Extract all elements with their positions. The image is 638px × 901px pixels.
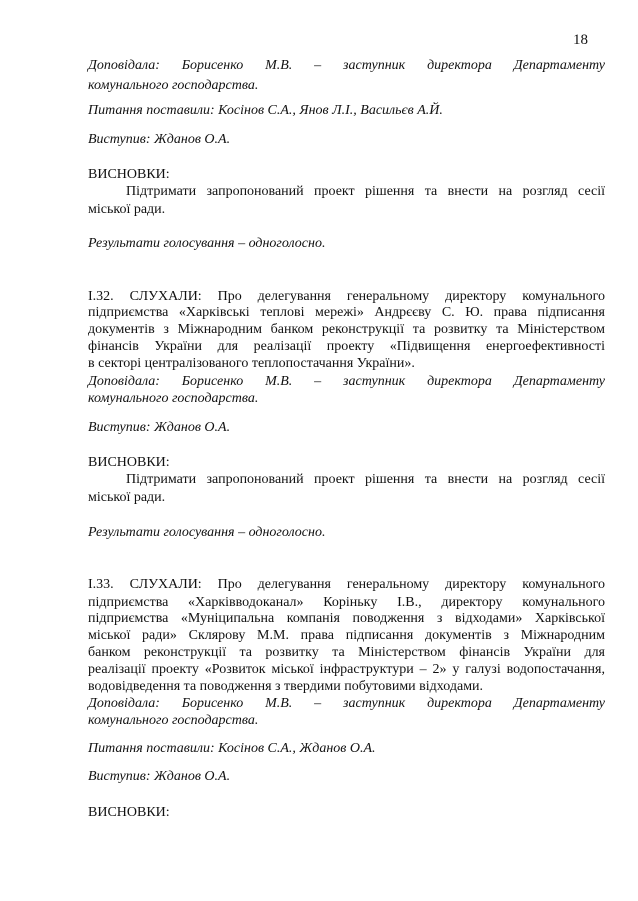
questions-line: Питання поставили: Косінов С.А., Янов Л.І., Васильєв А.Й. xyxy=(88,103,443,118)
item-heading: І.32. СЛУХАЛИ: Про делегування генеральному директору комунального xyxy=(88,289,605,304)
conclusions-title: ВИСНОВКИ: xyxy=(88,455,170,470)
item-text: документів з Міжнародним банком реконструкції та розвитку та Міністерством xyxy=(88,322,605,337)
item-heading: І.33. СЛУХАЛИ: Про делегування генеральному директору комунального xyxy=(88,577,605,592)
conclusion-text-cont: міської ради. xyxy=(88,202,166,217)
speaker-line: Доповідала: Борисенко М.В. – заступник директора Департаменту xyxy=(88,696,605,711)
item-text: міської ради» Склярову М.М. права підписання документів з Міжнародним xyxy=(88,628,605,643)
item-text: підприємства «Харківводоканал» Корінькy І.В., директору комунального xyxy=(88,595,605,610)
speaker-line: Доповідала: Борисенко М.В. – заступник директора Департаменту xyxy=(88,58,605,73)
item-text: реалізації проекту «Розвиток міської інфраструктури – 2» у галузі водопостачання, xyxy=(88,662,605,677)
conclusions-title: ВИСНОВКИ: xyxy=(88,805,170,820)
speaker-line-cont: комунального господарства. xyxy=(88,391,259,406)
vote-result: Результати голосування – одноголосно. xyxy=(88,236,326,251)
questions-line: Питання поставили: Косінов С.А., Жданов О.А. xyxy=(88,741,376,756)
speaker-line: Доповідала: Борисенко М.В. – заступник директора Департаменту xyxy=(88,374,605,389)
speech-line: Виступив: Жданов О.А. xyxy=(88,769,231,784)
page-number: 18 xyxy=(573,32,588,48)
conclusion-text: Підтримати запропонований проект рішення та внести на розгляд сесії xyxy=(126,472,605,487)
item-text: в секторі централізованого теплопостачання України». xyxy=(88,356,415,371)
item-text: фінансів України для реалізації проекту «Підвищення енергоефективності xyxy=(88,339,605,354)
conclusion-text: Підтримати запропонований проект рішення та внести на розгляд сесії xyxy=(126,184,605,199)
conclusions-title: ВИСНОВКИ: xyxy=(88,167,170,182)
item-text: підприємства «Муніципальна компанія поводження з відходами» Харківської xyxy=(88,611,605,626)
vote-result: Результати голосування – одноголосно. xyxy=(88,525,326,540)
item-text: водовідведення та поводження з твердими побутовими відходами. xyxy=(88,679,484,694)
speaker-line-cont: комунального господарства. xyxy=(88,78,259,93)
conclusion-text-cont: міської ради. xyxy=(88,490,166,505)
speaker-line-cont: комунального господарства. xyxy=(88,713,259,728)
item-text: банком реконструкції та розвитку та Міністерством фінансів України для xyxy=(88,645,605,660)
speech-line: Виступив: Жданов О.А. xyxy=(88,420,231,435)
item-text: підприємства «Харківські теплові мережі» Андрєєву С. Ю. права підписання xyxy=(88,305,605,320)
speech-line: Виступив: Жданов О.А. xyxy=(88,132,231,147)
